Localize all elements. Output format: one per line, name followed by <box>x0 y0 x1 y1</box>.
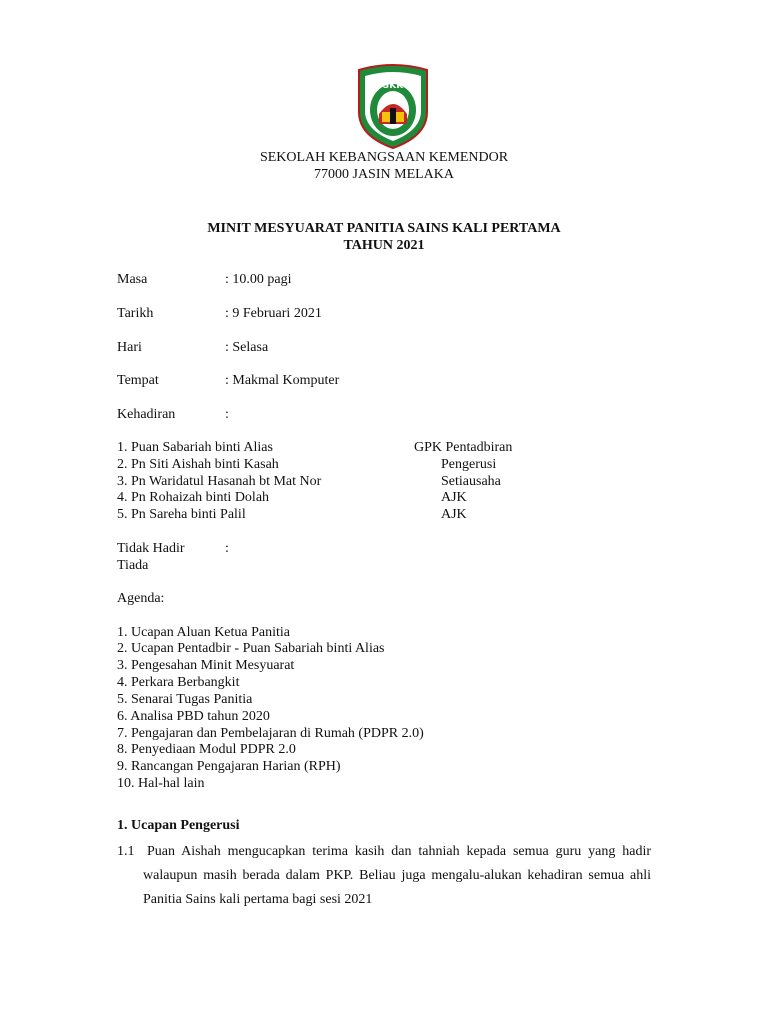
masa-label: Masa <box>117 272 148 287</box>
school-logo <box>354 64 432 150</box>
document-title: MINIT MESYUARAT PANITIA SAINS KALI PERTAMA <box>207 221 561 236</box>
agenda-item: 10. Hal-hal lain <box>117 776 205 791</box>
school-name: SEKOLAH KEBANGSAAN KEMENDOR <box>259 150 509 165</box>
agenda-item: 6. Analisa PBD tahun 2020 <box>117 709 270 724</box>
agenda-item: 1. Ucapan Aluan Ketua Panitia <box>117 625 291 640</box>
tempat-label: Tempat <box>117 373 159 388</box>
document-year: TAHUN 2021 <box>343 238 425 253</box>
agenda-item: 8. Penyediaan Modul PDPR 2.0 <box>117 742 296 757</box>
paragraph-text: Puan Aishah mengucapkan terima kasih dan tahniah kepada semua guru yang hadir walaupun masih berada dalam PKP. Beliau juga mengalu-alukan kehadiran semua ahli Panitia Sains kali pertama bagi sesi 2021 <box>143 844 651 907</box>
attendee-role: AJK <box>441 490 467 505</box>
attendee-role: AJK <box>441 507 467 522</box>
absent-label: Tidak Hadir <box>117 541 185 556</box>
attendee-role: Setiausaha <box>441 474 501 489</box>
school-address: 77000 JASIN MELAKA <box>314 167 454 182</box>
attendee-name: 4. Pn Rohaizah binti Dolah <box>117 490 270 505</box>
agenda-item: 2. Ucapan Pentadbir - Puan Sabariah binti Alias <box>117 641 385 656</box>
agenda-item: 9. Rancangan Pengajaran Harian (RPH) <box>117 759 341 774</box>
agenda-item: 5. Senarai Tugas Panitia <box>117 692 253 707</box>
agenda-item: 4. Perkara Berbangkit <box>117 675 240 690</box>
paragraph-number: 1.1 <box>117 844 135 859</box>
tarikh-value: : 9 Februari 2021 <box>225 306 322 321</box>
section-heading: 1. Ucapan Pengerusi <box>117 818 240 833</box>
agenda-item: 7. Pengajaran dan Pembelajaran di Rumah (PDPR 2.0) <box>117 726 424 741</box>
hari-label: Hari <box>117 340 142 355</box>
tarikh-label: Tarikh <box>117 306 154 321</box>
attendee-role: GPK Pentadbiran <box>414 440 513 455</box>
attendee-name: 5. Pn Sareha binti Palil <box>117 507 246 522</box>
attendee-name: 1. Puan Sabariah binti Alias <box>117 440 273 455</box>
masa-value: : 10.00 pagi <box>225 272 292 287</box>
kehadiran-label: Kehadiran <box>117 407 176 422</box>
attendee-role: Pengerusi <box>441 457 497 472</box>
absent-colon: : <box>225 541 229 556</box>
attendee-name: 3. Pn Waridatul Hasanah bt Mat Nor <box>117 474 322 489</box>
tempat-value: : Makmal Komputer <box>225 373 340 388</box>
absent-value: Tiada <box>117 558 149 573</box>
hari-value: : Selasa <box>225 340 269 355</box>
agenda-item: 3. Pengesahan Minit Mesyuarat <box>117 658 295 673</box>
attendee-name: 2. Pn Siti Aishah binti Kasah <box>117 457 279 472</box>
agenda-label: Agenda: <box>117 591 165 606</box>
logo-text: SKK <box>382 81 404 91</box>
kehadiran-colon: : <box>225 407 229 422</box>
